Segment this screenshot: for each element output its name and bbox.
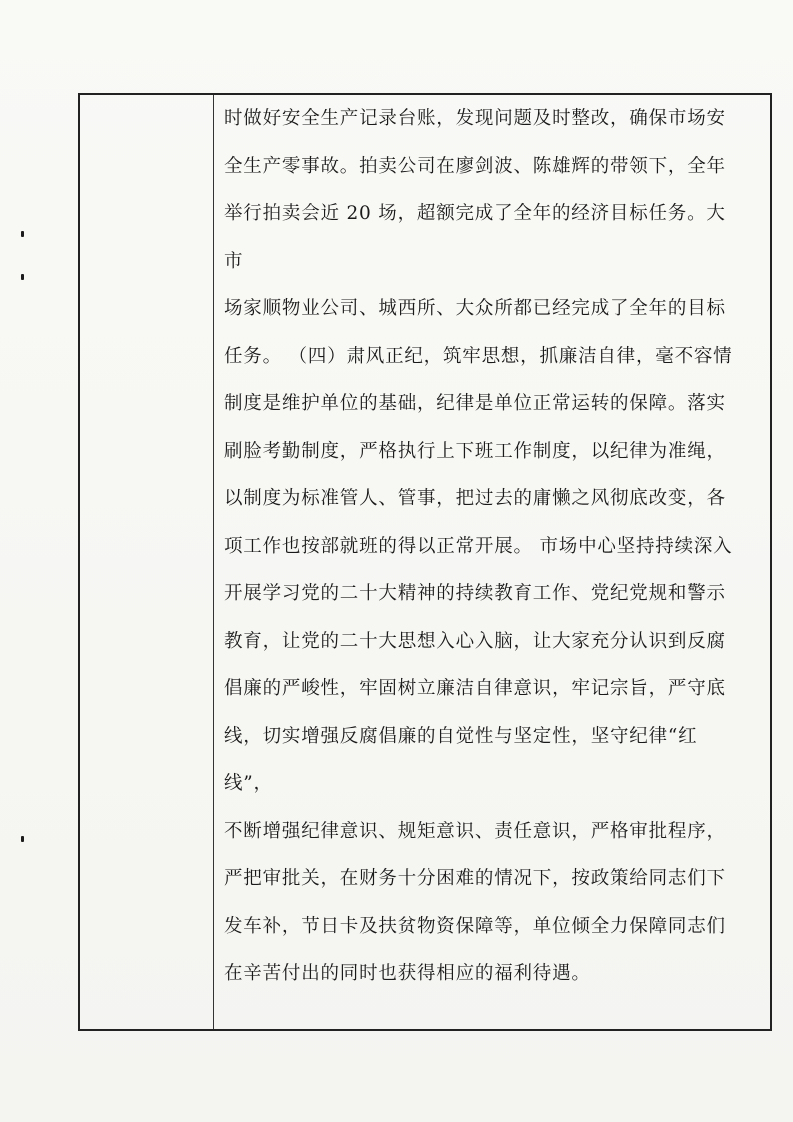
form-table [78, 93, 772, 1031]
body-text: 时做好安全生产记录台账，发现问题及时整改，确保市场安 全生产零事故。拍卖公司在廖剑波、陈雄辉的带领下，全年 举行拍卖会近 20 场，超额完成了全年的经济目标任务。大市 场家顺物业公司、城西所、大众所都已经完成了全年的目标 任务。 （四）肃风正纪，筑牢思想，抓廉洁自律，毫不容情 制度是维护单位的基础，纪律是单位正常运转的保障。落实 刷脸考勤制度，严格执行上下班工作制度，以纪律为准绳， 以制度为标准管人、管事，把过去的庸懒之风彻底改变，各 项工作也按部就班的得以正常开展。 市场中心坚持持续深入 开展学习党的二十大精神的持续教育工作、党纪党规和警示 教育，让党的二十大思想入心入脑，让大家充分认识到反腐 倡廉的严峻性，牢固树立廉洁自律意识，牢记宗旨，严守底 线，切实增强反腐倡廉的自觉性与坚定性，坚守纪律“红线”， 不断增强纪律意识、规矩意识、责任意识，严格审批程序， 严把审批关，在财务十分困难的情况下，按政策给同志们下 发车补，节日卡及扶贫物资保障等，单位倾全力保障同志们 在辛苦付出的同时也获得相应的福利待遇。 [224, 108, 733, 984]
binding-hole-mark [21, 836, 24, 842]
binding-hole-mark [21, 231, 24, 237]
label-column [80, 95, 214, 1029]
binding-hole-mark [21, 274, 24, 280]
content-column [216, 95, 770, 1029]
